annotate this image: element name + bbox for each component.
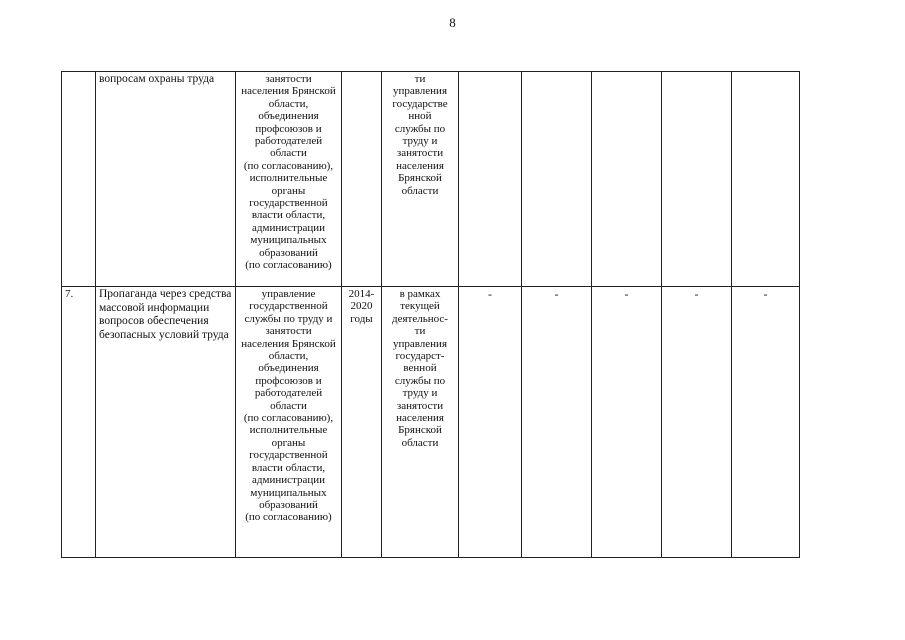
executor-cell: управление государственной службы по труду и занятости населения Брянской области, объединения профсоюзов и работодателей области (по согласованию), исполнительные органы государственной власти области, администрации муниципальных образований (по согласованию) [236,287,342,558]
measure-name: Пропаганда через средства массовой информации вопросов обеспечения безопасных условий труда [96,287,236,558]
value-cell: - [459,287,522,558]
table-row [62,287,800,558]
page-number: 8 [449,15,456,30]
program-table [61,71,800,558]
value-cell [732,72,800,287]
value-cell: - [732,287,800,558]
term-cell [342,72,382,287]
value-cell [459,72,522,287]
value-cell [662,72,732,287]
executor-cell: занятости населения Брянской области, объединения профсоюзов и работодателей области (по согласованию), исполнительные органы государственной власти области, администрации муниципальных образований (по согласованию) [236,72,342,287]
row-number [62,72,96,287]
row-number: 7. [62,287,96,558]
value-cell: - [592,287,662,558]
table-row [62,72,800,287]
measure-name: вопросам охраны труда [96,72,236,287]
term-cell: 2014- 2020 годы [342,287,382,558]
financing-cell: ти управления государстве нной службы по труду и занятости населения Брянской области [382,72,459,287]
value-cell [522,72,592,287]
financing-cell: в рамках текущей деятельнос- ти управления государст- венной службы по труду и занятости населения Брянской области [382,287,459,558]
value-cell: - [522,287,592,558]
value-cell: - [662,287,732,558]
value-cell [592,72,662,287]
